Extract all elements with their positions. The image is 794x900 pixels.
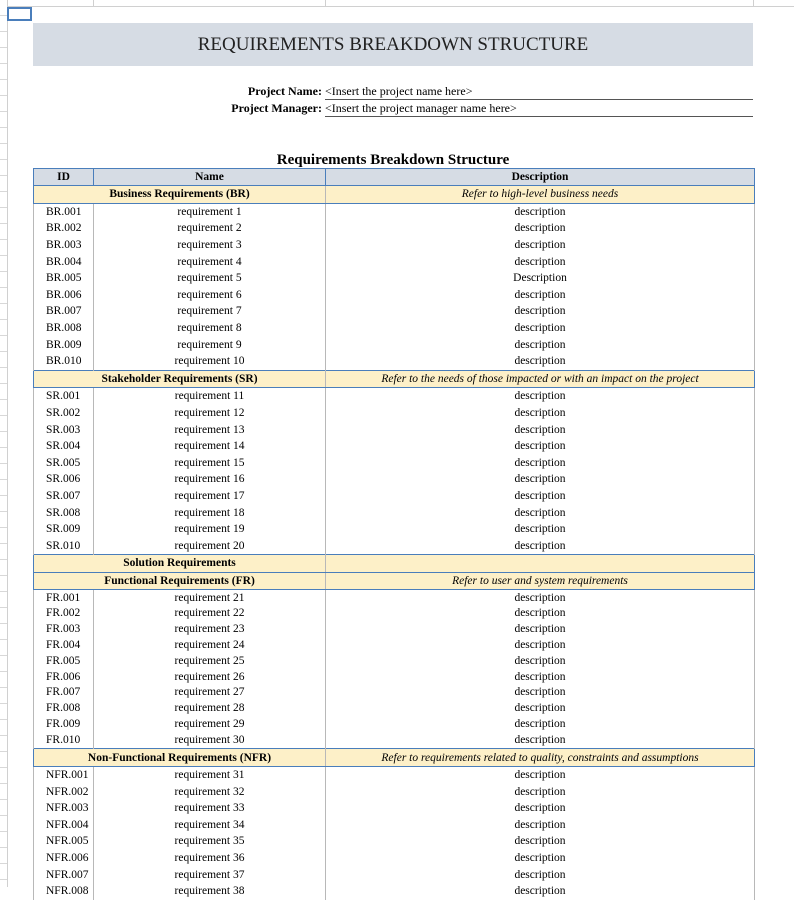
cell-name[interactable]: requirement 25 [94, 653, 326, 669]
cell-description[interactable]: description [326, 521, 755, 538]
cell-description[interactable]: description [326, 421, 755, 438]
cell-name[interactable]: requirement 31 [94, 766, 326, 783]
table-row [34, 287, 755, 304]
cell-id[interactable]: SR.010 [34, 537, 94, 554]
cell-id[interactable]: NFR.008 [34, 883, 94, 900]
section-name[interactable]: Business Requirements (BR) [34, 186, 326, 204]
cell-description[interactable]: description [326, 606, 755, 622]
table-row [34, 866, 755, 883]
cell-id[interactable]: FR.008 [34, 701, 94, 717]
section-description[interactable]: Refer to high-level business needs [326, 186, 755, 204]
cell-id[interactable]: FR.005 [34, 653, 94, 669]
cell-name[interactable]: requirement 12 [94, 405, 326, 422]
cell-id[interactable]: SR.002 [34, 405, 94, 422]
page-title: REQUIREMENTS BREAKDOWN STRUCTURE [33, 23, 753, 66]
cell-id[interactable]: BR.007 [34, 303, 94, 320]
cell-description[interactable]: description [326, 287, 755, 304]
section-header-row [34, 555, 755, 573]
cell-description[interactable]: description [326, 471, 755, 488]
cell-id[interactable]: SR.003 [34, 421, 94, 438]
cell-name[interactable]: requirement 24 [94, 638, 326, 654]
cell-name[interactable]: requirement 37 [94, 866, 326, 883]
cell-description[interactable]: description [326, 732, 755, 748]
cell-id[interactable]: FR.006 [34, 669, 94, 685]
cell-id[interactable]: SR.009 [34, 521, 94, 538]
table-row [34, 669, 755, 685]
cell-name[interactable]: requirement 2 [94, 220, 326, 237]
table-row [34, 717, 755, 733]
cell-id[interactable]: BR.001 [34, 203, 94, 220]
row-header-gutter [0, 0, 8, 887]
header-name: Name [94, 169, 326, 186]
table-row [34, 783, 755, 800]
table-row [34, 504, 755, 521]
table-row [34, 405, 755, 422]
table-row [34, 303, 755, 320]
cell-description[interactable]: description [326, 653, 755, 669]
cell-description[interactable]: description [326, 800, 755, 817]
cell-name[interactable]: requirement 8 [94, 320, 326, 337]
cell-description[interactable]: description [326, 685, 755, 701]
cell-id[interactable]: BR.009 [34, 336, 94, 353]
cell-name[interactable]: requirement 7 [94, 303, 326, 320]
cell-name[interactable]: requirement 14 [94, 438, 326, 455]
table-row [34, 521, 755, 538]
cell-name[interactable]: requirement 23 [94, 622, 326, 638]
cell-id[interactable]: BR.002 [34, 220, 94, 237]
cell-name[interactable]: requirement 26 [94, 669, 326, 685]
table-row [34, 203, 755, 220]
table-row [34, 638, 755, 654]
cell-id[interactable]: NFR.004 [34, 817, 94, 834]
cell-description[interactable]: description [326, 622, 755, 638]
cell-name[interactable]: requirement 5 [94, 270, 326, 287]
cell-id[interactable]: SR.008 [34, 504, 94, 521]
cell-name[interactable]: requirement 13 [94, 421, 326, 438]
cell-description[interactable]: description [326, 320, 755, 337]
project-name-label: Project Name: [247, 84, 322, 98]
project-manager-field [33, 100, 753, 117]
table-row [34, 388, 755, 405]
cell-description[interactable]: description [326, 590, 755, 606]
cell-id[interactable]: FR.004 [34, 638, 94, 654]
table-row [34, 438, 755, 455]
cell-name[interactable]: requirement 21 [94, 590, 326, 606]
cell-id[interactable]: BR.010 [34, 353, 94, 370]
table-row [34, 320, 755, 337]
cell-name[interactable]: requirement 15 [94, 455, 326, 472]
cell-name[interactable]: requirement 27 [94, 685, 326, 701]
cell-id[interactable]: BR.006 [34, 287, 94, 304]
selected-cell[interactable] [7, 7, 32, 21]
table-row [34, 353, 755, 370]
cell-name[interactable]: requirement 33 [94, 800, 326, 817]
cell-description[interactable]: description [326, 303, 755, 320]
cell-id[interactable]: FR.001 [34, 590, 94, 606]
table-row [34, 253, 755, 270]
cell-name[interactable]: requirement 34 [94, 817, 326, 834]
table-row [34, 653, 755, 669]
table-row [34, 455, 755, 472]
cell-name[interactable]: requirement 38 [94, 883, 326, 900]
section-description[interactable]: Refer to the needs of those impacted or with an impact on the project [326, 370, 755, 388]
section-description[interactable]: Refer to requirements related to quality, constraints and assumptions [326, 749, 755, 767]
cell-name[interactable]: requirement 6 [94, 287, 326, 304]
cell-name[interactable]: requirement 28 [94, 701, 326, 717]
cell-id[interactable]: SR.001 [34, 388, 94, 405]
section-header-row [34, 572, 755, 590]
cell-id[interactable]: NFR.001 [34, 766, 94, 783]
cell-id[interactable]: NFR.005 [34, 833, 94, 850]
table-row [34, 421, 755, 438]
cell-description[interactable]: description [326, 220, 755, 237]
table-title: Requirements Breakdown Structure [276, 152, 510, 168]
cell-name[interactable]: requirement 22 [94, 606, 326, 622]
cell-description[interactable]: description [326, 438, 755, 455]
table-row [34, 800, 755, 817]
cell-description[interactable]: description [326, 237, 755, 254]
section-description[interactable] [326, 555, 755, 573]
cell-description[interactable]: description [326, 701, 755, 717]
cell-id[interactable]: FR.009 [34, 717, 94, 733]
cell-name[interactable]: requirement 4 [94, 253, 326, 270]
table-row [34, 270, 755, 287]
cell-description[interactable]: description [326, 833, 755, 850]
table-row [34, 766, 755, 783]
section-name[interactable]: Stakeholder Requirements (SR) [34, 370, 326, 388]
requirements-table [33, 168, 755, 900]
cell-name[interactable]: requirement 20 [94, 537, 326, 554]
section-header-row [34, 370, 755, 388]
cell-id[interactable]: BR.005 [34, 270, 94, 287]
table-row [34, 701, 755, 717]
table-row [34, 622, 755, 638]
cell-name[interactable]: requirement 1 [94, 203, 326, 220]
cell-description[interactable]: Description [326, 270, 755, 287]
table-row [34, 685, 755, 701]
cell-description[interactable]: description [326, 488, 755, 505]
cell-id[interactable]: NFR.003 [34, 800, 94, 817]
cell-id[interactable]: BR.004 [34, 253, 94, 270]
project-manager-input[interactable]: <Insert the project manager name here> [325, 101, 753, 117]
table-row [34, 220, 755, 237]
table-row [34, 471, 755, 488]
section-description[interactable]: Refer to user and system requirements [326, 572, 755, 590]
cell-description[interactable]: description [326, 203, 755, 220]
cell-name[interactable]: requirement 19 [94, 521, 326, 538]
cell-name[interactable]: requirement 16 [94, 471, 326, 488]
cell-description[interactable]: description [326, 388, 755, 405]
table-row [34, 537, 755, 554]
cell-description[interactable]: description [326, 669, 755, 685]
cell-description[interactable]: description [326, 405, 755, 422]
sheet-top-row [7, 0, 794, 7]
table-row [34, 817, 755, 834]
table-header-row [34, 169, 755, 186]
table-row [34, 850, 755, 867]
cell-id[interactable]: FR.010 [34, 732, 94, 748]
cell-description[interactable]: description [326, 766, 755, 783]
cell-id[interactable]: SR.005 [34, 455, 94, 472]
header-id: ID [34, 169, 94, 186]
cell-description[interactable]: description [326, 253, 755, 270]
cell-id[interactable]: FR.007 [34, 685, 94, 701]
cell-description[interactable]: description [326, 866, 755, 883]
cell-description[interactable]: description [326, 783, 755, 800]
cell-description[interactable]: description [326, 638, 755, 654]
cell-id[interactable]: NFR.006 [34, 850, 94, 867]
cell-name[interactable]: requirement 11 [94, 388, 326, 405]
cell-id[interactable]: FR.002 [34, 606, 94, 622]
cell-name[interactable]: requirement 35 [94, 833, 326, 850]
section-name[interactable]: Solution Requirements [34, 555, 326, 573]
cell-description[interactable]: description [326, 883, 755, 900]
cell-name[interactable]: requirement 32 [94, 783, 326, 800]
table-row [34, 883, 755, 900]
cell-description[interactable]: description [326, 717, 755, 733]
cell-id[interactable]: BR.003 [34, 237, 94, 254]
section-name[interactable]: Functional Requirements (FR) [34, 572, 326, 590]
cell-id[interactable]: NFR.007 [34, 866, 94, 883]
table-row [34, 833, 755, 850]
cell-id[interactable]: SR.006 [34, 471, 94, 488]
cell-id[interactable]: SR.004 [34, 438, 94, 455]
project-manager-label: Project Manager: [231, 101, 322, 115]
section-header-row [34, 186, 755, 204]
cell-name[interactable]: requirement 10 [94, 353, 326, 370]
cell-name[interactable]: requirement 36 [94, 850, 326, 867]
cell-description[interactable]: description [326, 336, 755, 353]
cell-description[interactable]: description [326, 817, 755, 834]
table-row [34, 732, 755, 748]
project-name-field [33, 83, 753, 100]
cell-name[interactable]: requirement 30 [94, 732, 326, 748]
table-row [34, 237, 755, 254]
cell-id[interactable]: BR.008 [34, 320, 94, 337]
cell-id[interactable]: SR.007 [34, 488, 94, 505]
cell-description[interactable]: description [326, 455, 755, 472]
header-description: Description [326, 169, 755, 186]
cell-name[interactable]: requirement 9 [94, 336, 326, 353]
table-row [34, 336, 755, 353]
cell-name[interactable]: requirement 29 [94, 717, 326, 733]
cell-id[interactable]: NFR.002 [34, 783, 94, 800]
table-row [34, 590, 755, 606]
cell-name[interactable]: requirement 3 [94, 237, 326, 254]
section-header-row [34, 749, 755, 767]
table-row [34, 488, 755, 505]
table-row [34, 606, 755, 622]
cell-description[interactable]: description [326, 504, 755, 521]
cell-description[interactable]: description [326, 850, 755, 867]
cell-id[interactable]: FR.003 [34, 622, 94, 638]
cell-name[interactable]: requirement 17 [94, 488, 326, 505]
project-name-input[interactable]: <Insert the project name here> [325, 84, 753, 100]
cell-description[interactable]: description [326, 537, 755, 554]
section-name[interactable]: Non-Functional Requirements (NFR) [34, 749, 326, 767]
cell-name[interactable]: requirement 18 [94, 504, 326, 521]
cell-description[interactable]: description [326, 353, 755, 370]
